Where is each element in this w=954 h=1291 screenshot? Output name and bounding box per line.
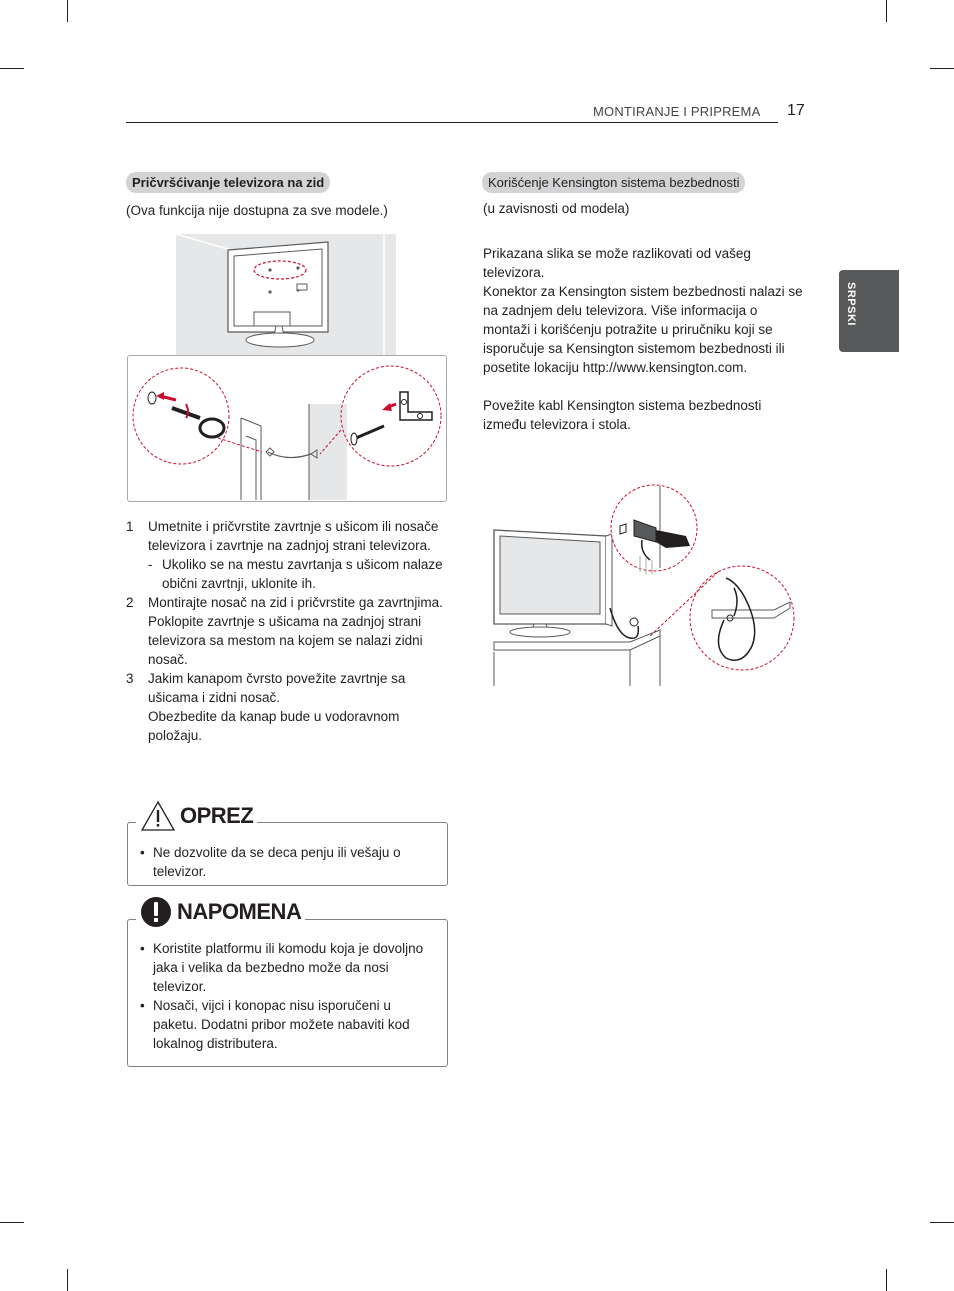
- page-number: 17: [787, 102, 805, 119]
- caution-title: OPREZ: [180, 803, 254, 828]
- step-text: Jakim kanapom čvrsto povežite zavrtnje sa ušicama i zidni nosač.: [148, 671, 406, 705]
- note-title: NAPOMENA: [177, 899, 302, 924]
- kensington-availability: (u zavisnosti od modela): [483, 201, 630, 216]
- step-item: [126, 517, 446, 593]
- crop-mark: [930, 1222, 954, 1223]
- kensington-heading: Korišćenje Kensington sistema bezbednosti: [482, 172, 745, 193]
- step-text: Umetnite i pričvrstite zavrtnje s ušicom ili nosače televizora i zavrtnje na zadnjoj strani televizora.: [148, 519, 439, 553]
- header-rule: [126, 122, 778, 123]
- section-title: MONTIRANJE I PRIPREMA: [593, 104, 761, 119]
- wall-mount-availability: (Ova funkcija nije dostupna za sve modele.): [126, 203, 388, 218]
- step-number: 2: [126, 595, 134, 610]
- step-item: [126, 669, 446, 745]
- mounting-hardware-illustration: [128, 356, 446, 500]
- caution-list: [140, 843, 435, 881]
- note-list: [140, 939, 435, 1053]
- step-subitem: - Ukoliko se na mestu zavrtanja s ušicom nalaze obični zavrtnji, uklonite ih.: [148, 555, 446, 593]
- note-item: • Nosači, vijci i konopac nisu isporučeni u paketu. Dodatni pribor možete nabaviti kod lokalnog distributera.: [140, 996, 435, 1053]
- language-tab: [839, 270, 899, 352]
- wall-mount-heading: Pričvršćivanje televizora na zid: [126, 172, 330, 193]
- note-item: • Koristite platformu ili komodu koja je dovoljno jaka i velika da bezbedno može da nosi televizor.: [140, 939, 435, 996]
- language-tab-label: SRPSKI: [845, 282, 857, 326]
- caution-heading: [136, 800, 257, 832]
- step-extra-text: Poklopite zavrtnje s ušicama na zadnjoj strani televizora sa mestom na kojem se nalazi zidni nosač.: [148, 614, 423, 667]
- step-number: 1: [126, 519, 134, 534]
- kensington-paragraph-3: Povežite kabl Kensington sistema bezbednosti između televizora i stola.: [483, 398, 762, 432]
- tv-back-illustration: [176, 234, 396, 356]
- step-text: Montirajte nosač na zid i pričvrstite ga zavrtnjima.: [148, 595, 443, 610]
- step-item: [126, 593, 446, 669]
- crop-mark: [930, 68, 954, 69]
- kensington-lock-illustration: [490, 476, 796, 686]
- kensington-description: [483, 244, 808, 434]
- crop-mark: [67, 0, 68, 22]
- note-box: [127, 919, 448, 1067]
- warning-triangle-icon: [140, 800, 176, 832]
- crop-mark: [0, 1222, 24, 1223]
- crop-mark: [0, 68, 24, 69]
- caution-item: • Ne dozvolite da se deca penju ili vešaju o televizor.: [140, 843, 435, 881]
- crop-mark: [886, 0, 887, 22]
- note-heading: [136, 896, 305, 928]
- exclamation-circle-icon: [140, 896, 172, 928]
- step-subitem-text: Ukoliko se na mestu zavrtanja s ušicom nalaze obični zavrtnji, uklonite ih.: [162, 557, 443, 591]
- kensington-paragraph-2: Konektor za Kensington sistem bezbednosti nalazi se na zadnjem delu televizora. Više informacija o montaži i korišćenju potražite u priručniku koji se isporučuje sa Kensington sistemom bezbednosti ili posetite lokaciju http://www.kensington.com.: [483, 284, 803, 375]
- crop-mark: [67, 1269, 68, 1291]
- step-number: 3: [126, 671, 134, 686]
- step-extra-text: Obezbedite da kanap bude u vodoravnom položaju.: [148, 709, 400, 743]
- mounting-steps: [126, 517, 446, 745]
- kensington-paragraph-1: Prikazana slika se može razlikovati od vašeg televizora.: [483, 246, 751, 280]
- crop-mark: [886, 1269, 887, 1291]
